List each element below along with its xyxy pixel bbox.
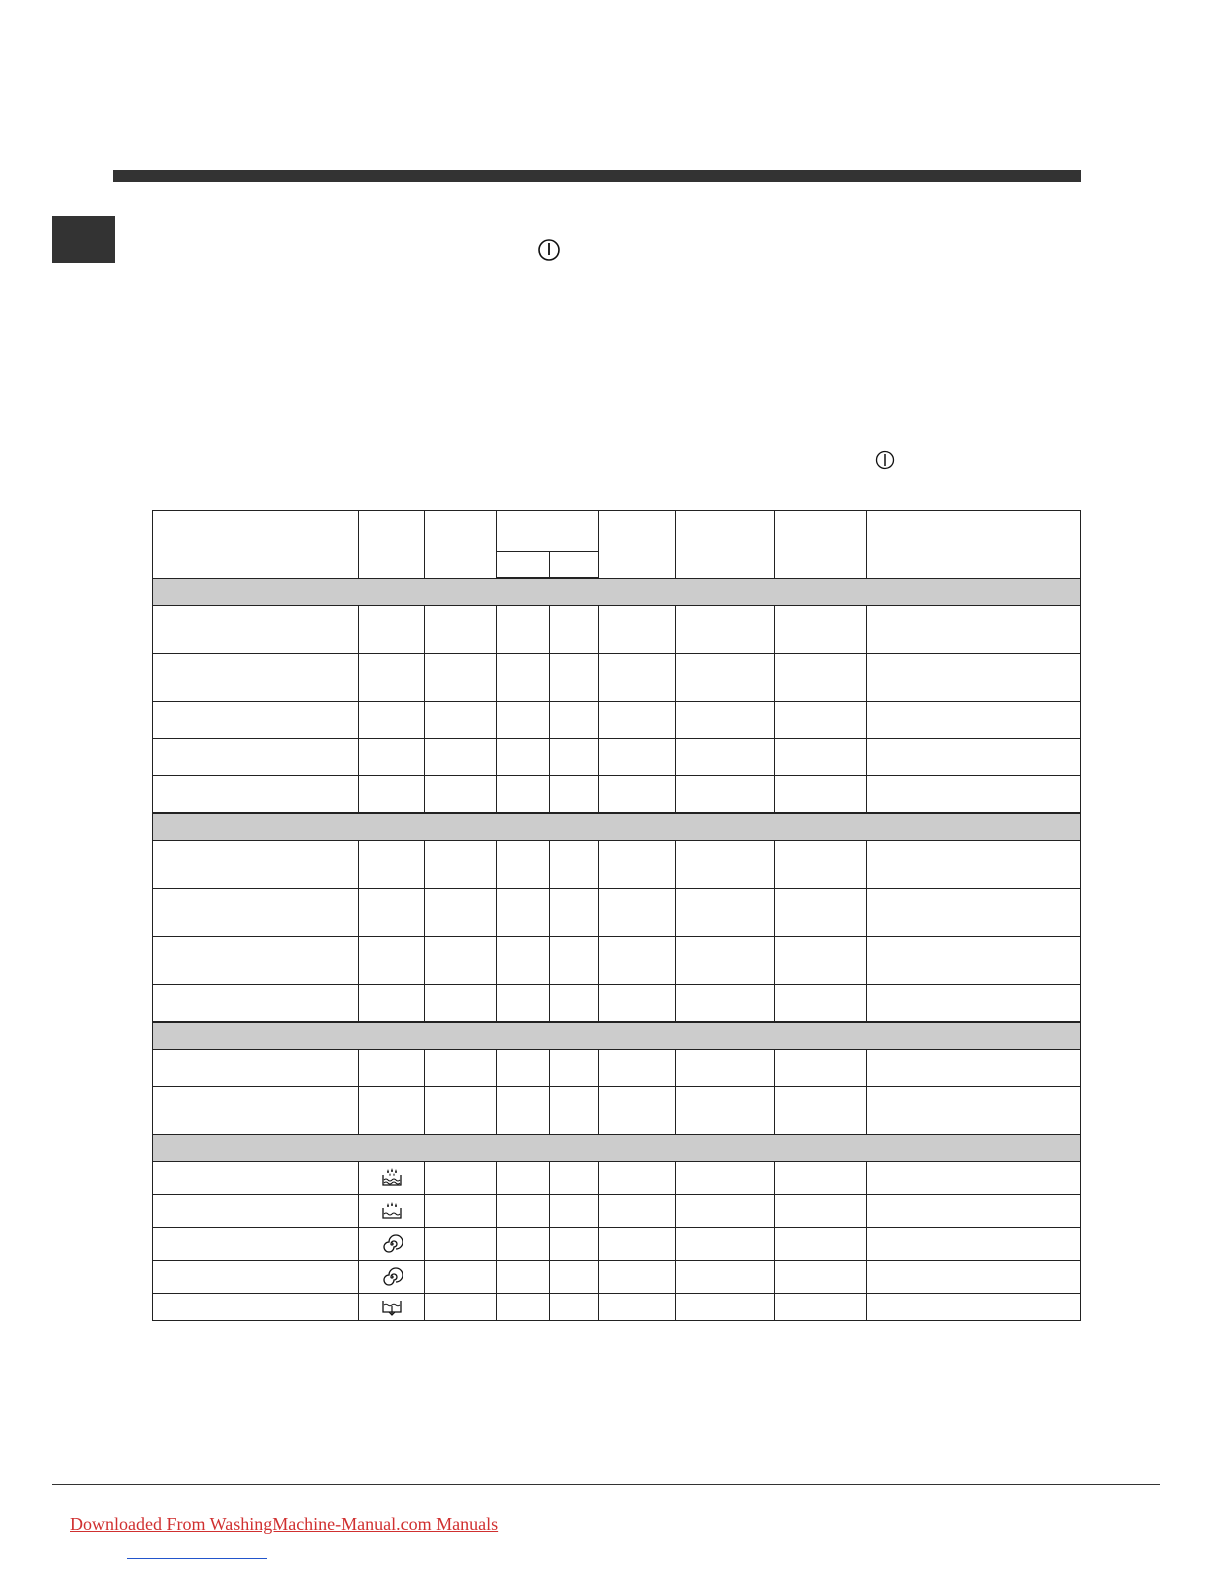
- spin-icon: [359, 1261, 425, 1294]
- table-row: [153, 606, 1081, 654]
- header-rule: [113, 170, 1081, 182]
- table-row: [153, 1261, 1081, 1294]
- table-row: [153, 1050, 1081, 1087]
- col-header-temperature: [425, 511, 497, 579]
- table-row: [153, 702, 1081, 739]
- footer-download-link[interactable]: Downloaded From WashingMachine-Manual.com Manuals: [70, 1514, 499, 1534]
- power-icon: [537, 238, 561, 262]
- table-row: [153, 937, 1081, 985]
- footer-rule: [52, 1484, 1160, 1485]
- table-row: [153, 739, 1081, 776]
- col-header-duration: [775, 511, 867, 579]
- programme-table: [152, 510, 1081, 1321]
- power-icon: [875, 450, 895, 470]
- spin-icon: [359, 1228, 425, 1261]
- col-header-softener: [599, 511, 676, 579]
- table-row: [153, 985, 1081, 1023]
- table-row: [153, 1195, 1081, 1228]
- group-header: [153, 1022, 1081, 1050]
- col-header-detergents: [497, 511, 599, 552]
- group-header: [153, 578, 1081, 606]
- rinse-icon: [359, 1195, 425, 1228]
- group-header: [153, 1135, 1081, 1162]
- language-tab: [52, 216, 115, 263]
- col-header-max-load: [676, 511, 775, 579]
- table-row: [153, 776, 1081, 814]
- table-row: [153, 1087, 1081, 1135]
- group-header: [153, 813, 1081, 841]
- table-row: [153, 1228, 1081, 1261]
- table-row: [153, 654, 1081, 702]
- col-header-notes: [867, 511, 1081, 579]
- col-header-symbol: [359, 511, 425, 579]
- heavy-rinse-icon: [359, 1162, 425, 1195]
- footer-link-underline: [127, 1558, 267, 1559]
- col-header-programme: [153, 511, 359, 579]
- col-header-prewash: [497, 552, 550, 579]
- table-row: [153, 841, 1081, 889]
- col-header-wash: [550, 552, 599, 579]
- table-row: [153, 889, 1081, 937]
- table-row: [153, 1294, 1081, 1321]
- table-row: [153, 1162, 1081, 1195]
- drain-icon: [359, 1294, 425, 1321]
